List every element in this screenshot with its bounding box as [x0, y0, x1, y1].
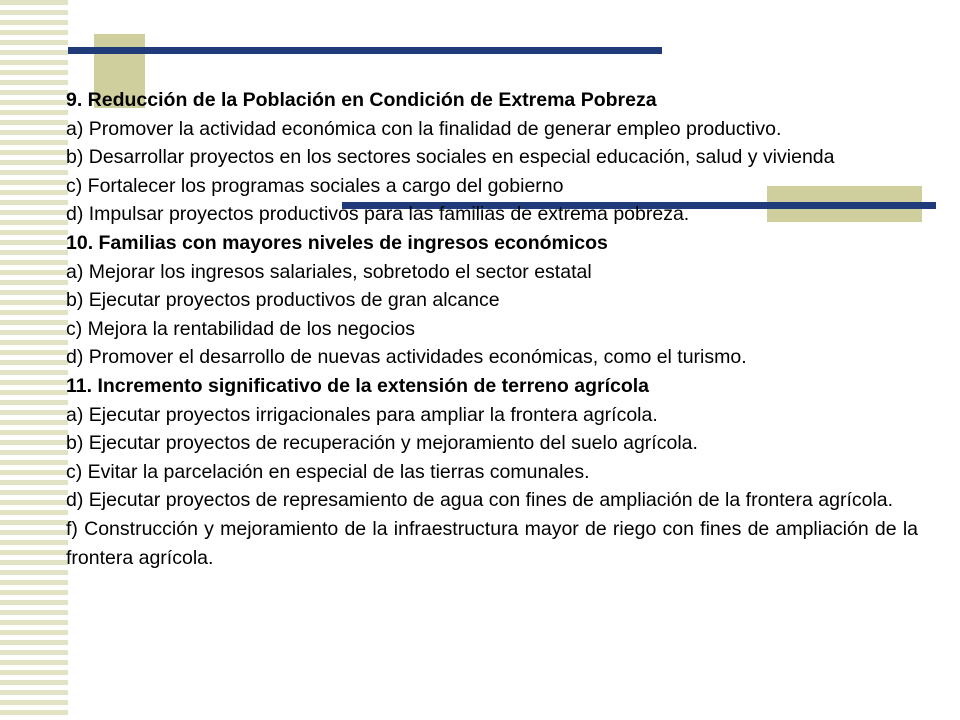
list-item: a) Promover la actividad económica con la finalidad de generar empleo productivo.	[66, 117, 782, 140]
list-item: b) Ejecutar proyectos productivos de gran alcance	[66, 289, 500, 312]
section-heading-9: 9. Reducción de la Población en Condición de Extrema Pobreza	[66, 89, 657, 111]
list-item: c) Evitar la parcelación en especial de las tierras comunales.	[66, 460, 590, 483]
list-item: f) Construcción y mejoramiento de la infraestructura mayor de riego con fines de ampliación de la frontera agrícola.	[66, 517, 918, 569]
list-item: b) Desarrollar proyectos en los sectores sociales en especial educación, salud y vivienda	[66, 146, 835, 169]
list-item: c) Fortalecer los programas sociales a cargo del gobierno	[66, 174, 564, 197]
decorative-bar-top	[68, 47, 662, 54]
section-heading-10: 10. Familias con mayores niveles de ingresos económicos	[66, 231, 608, 254]
list-item: d) Impulsar proyectos productivos para las familias de extrema pobreza.	[66, 203, 690, 226]
decorative-stripes	[0, 0, 68, 720]
list-item: a) Ejecutar proyectos irrigacionales para ampliar la frontera agrícola.	[66, 403, 658, 426]
section-heading-11: 11. Incremento significativo de la extensión de terreno agrícola	[66, 374, 650, 397]
list-item: d) Ejecutar proyectos de represamiento de agua con fines de ampliación de la frontera agrícola.	[66, 489, 894, 512]
list-item: a) Mejorar los ingresos salariales, sobretodo el sector estatal	[66, 260, 592, 283]
slide-content	[66, 86, 918, 572]
list-item: d) Promover el desarrollo de nuevas actividades económicas, como el turismo.	[66, 346, 747, 369]
list-item: b) Ejecutar proyectos de recuperación y mejoramiento del suelo agrícola.	[66, 432, 698, 455]
list-item: c) Mejora la rentabilidad de los negocios	[66, 317, 416, 340]
